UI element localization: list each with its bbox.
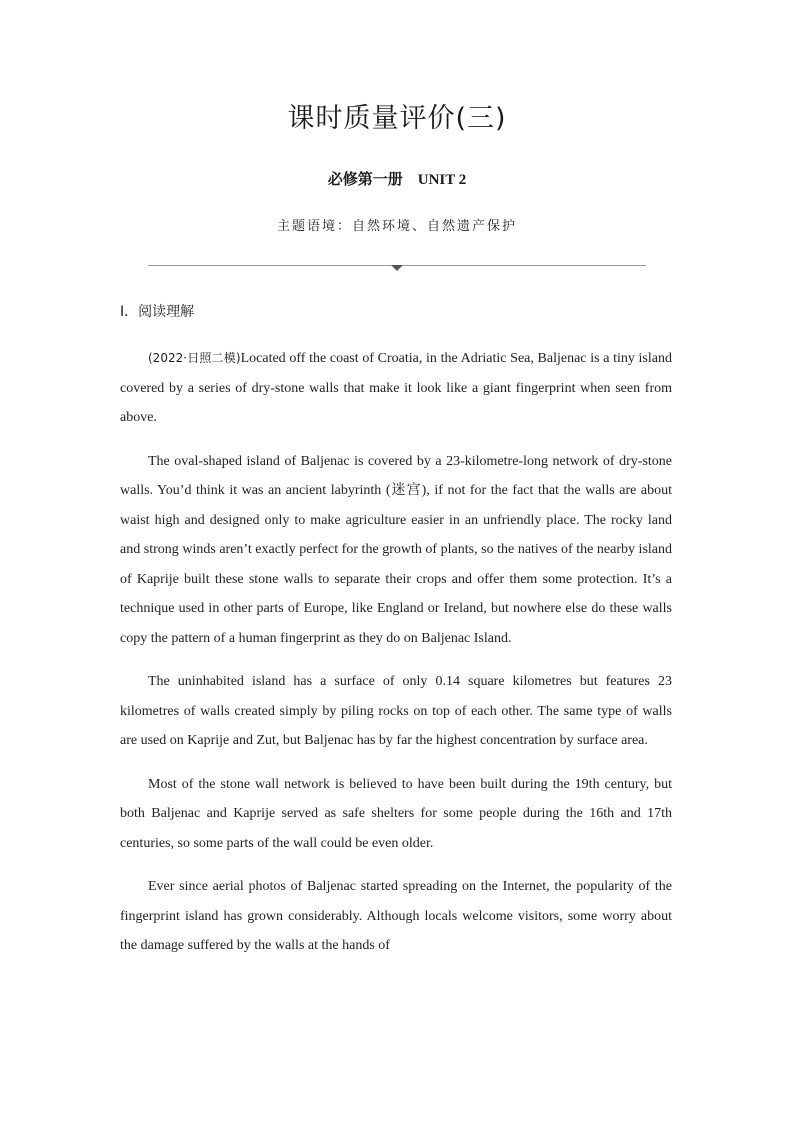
passage-paragraph: Ever since aerial photos of Baljenac started spreading on the Internet, the popularity of the fingerprint island has grown considerably. Although locals welcome visitors, some worry about the damage suffered by the walls at the hands of [120, 879, 672, 953]
triangle-down-icon [391, 265, 403, 271]
paragraph-text: Located off the coast of Croatia, in the Adriatic Sea, Baljenac is a tiny island covered by a series of dry-stone walls that make it look like a giant fingerprint when seen from above. [120, 351, 672, 425]
passage-paragraph: The uninhabited island has a surface of only 0.14 square kilometres but features 23 kilometres of walls created simply by piling rocks on top of each other. The same type of walls are used on Kaprije and Zut, but Baljenac has by far the highest concentration by surface area. [120, 674, 672, 748]
passage-source: (2022·日照二模) [148, 351, 241, 365]
passage-paragraph: The oval-shaped island of Baljenac is covered by a 23-kilometre-long network of dry-stone walls. You’d think it was an ancient labyrinth (迷宫), if not for the fact that the walls are about waist high and designed only to make agriculture easier in an unfriendly place. The rocky land and strong winds aren’t exactly perfect for the growth of plants, so the natives of the nearby island of Kaprije built these stone walls to separate their crops and offer them some protection. It’s a technique used in other parts of Europe, like England or Ireland, but nowhere else do these walls copy the pattern of a human fingerprint as they do on Baljenac Island. [120, 453, 672, 646]
passage-paragraph: Most of the stone wall network is believed to have been built during the 19th century, but both Baljenac and Kaprije served as safe shelters for some people during the 16th and 17th centuries, so some parts of the wall could be even older. [120, 776, 672, 851]
page-title: 课时质量评价(三) [287, 103, 507, 134]
theme-context: 主题语境：自然环境、自然遗产保护 [276, 219, 517, 234]
page-subtitle: 必修第一册 UNIT 2 [327, 172, 467, 188]
passage-paragraph [120, 344, 672, 433]
section-heading: Ⅰ．阅读理解 [120, 304, 195, 320]
reading-passage [120, 344, 672, 975]
